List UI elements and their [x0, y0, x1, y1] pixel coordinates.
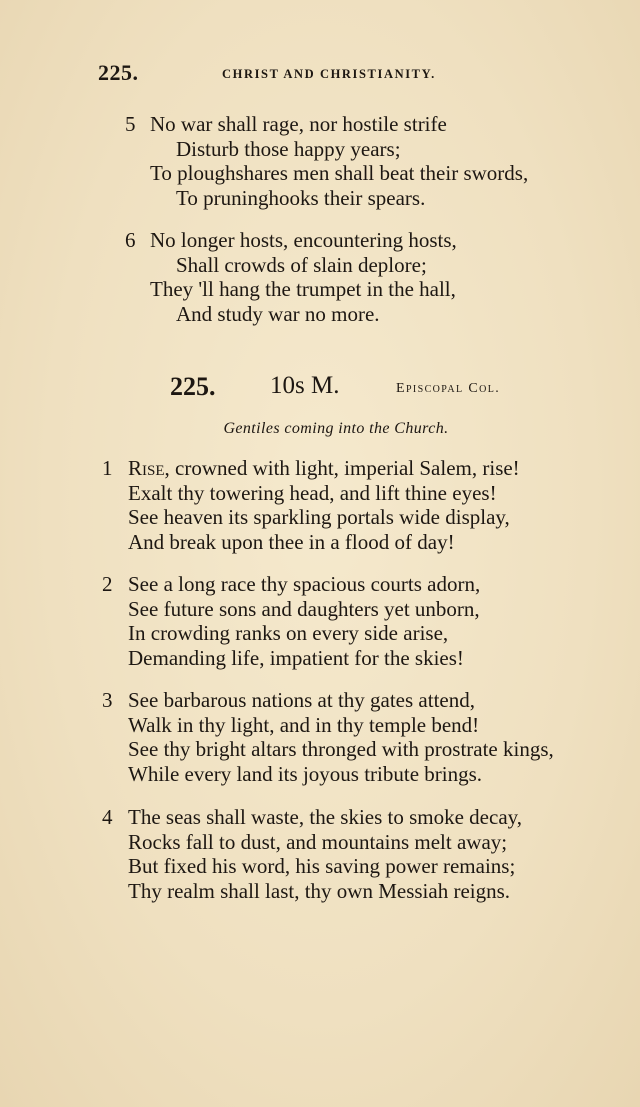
- hymn-heading: [170, 372, 550, 406]
- verse-line: See a long race thy spacious courts adorn,: [128, 572, 481, 596]
- first-line-rest: , crowned with light, imperial Salem, rise!: [164, 456, 520, 480]
- hymn-tune: Episcopal Col.: [396, 381, 501, 396]
- verse-line: See barbarous nations at thy gates attend,: [128, 688, 475, 712]
- verse-line-first: [128, 456, 520, 481]
- verse-line: Disturb those happy years;: [176, 136, 401, 161]
- verse-line: Exalt thy towering head, and lift thine eyes!: [128, 480, 497, 505]
- hymn-number: 225.: [170, 372, 216, 401]
- previous-hymn-stanza-5: [125, 112, 529, 210]
- verse-line: No longer hosts, encountering hosts,: [150, 228, 457, 252]
- stanza-number: 3: [102, 688, 113, 712]
- verse-line: And break upon thee in a flood of day!: [128, 529, 455, 554]
- stanza-number: 4: [102, 805, 113, 829]
- stanza-number: 6: [125, 228, 136, 252]
- verse-line: In crowding ranks on every side arise,: [128, 621, 449, 645]
- hymn-stanza-4: [102, 805, 523, 903]
- verse-line: Rocks fall to dust, and mountains melt away;: [128, 829, 508, 854]
- verse-line: To ploughshares men shall beat their swords,: [150, 161, 529, 185]
- first-word: Rise: [128, 456, 165, 480]
- verse-line: And study war no more.: [176, 301, 380, 326]
- hymn-title: Gentiles coming into the Church.: [223, 420, 449, 437]
- hymn-stanza-1: [102, 456, 520, 554]
- verse-line: Thy realm shall last, thy own Messiah reigns.: [128, 878, 511, 903]
- hymn-stanza-3: [102, 688, 554, 786]
- stanza-number: 5: [125, 112, 136, 136]
- verse-line: To pruninghooks their spears.: [176, 185, 426, 210]
- verse-line: No war shall rage, nor hostile strife: [150, 112, 447, 136]
- verse-line: Shall crowds of slain deplore;: [176, 252, 427, 277]
- stanza-number: 1: [102, 456, 113, 480]
- verse-line: See heaven its sparkling portals wide display,: [128, 505, 510, 529]
- verse-line: Walk in thy light, and in thy temple bend!: [128, 712, 480, 737]
- page-header: [98, 60, 488, 90]
- verse-line: The seas shall waste, the skies to smoke decay,: [128, 805, 523, 829]
- verse-line: While every land its joyous tribute brings.: [128, 761, 483, 786]
- verse-line: See future sons and daughters yet unborn,: [128, 596, 480, 621]
- hymn-stanza-2: [102, 572, 481, 670]
- verse-line: Demanding life, impatient for the skies!: [128, 645, 464, 670]
- verse-line: See thy bright altars thronged with prostrate kings,: [128, 737, 554, 761]
- hymn-meter: 10s M.: [270, 372, 340, 399]
- verse-line: But fixed his word, his saving power remains;: [128, 854, 516, 878]
- verse-line: They 'll hang the trumpet in the hall,: [150, 277, 456, 301]
- running-head: CHRIST AND CHRISTIANITY.: [222, 67, 436, 81]
- previous-hymn-stanza-6: [125, 228, 457, 326]
- page-number: 225.: [98, 60, 139, 85]
- stanza-number: 2: [102, 572, 113, 596]
